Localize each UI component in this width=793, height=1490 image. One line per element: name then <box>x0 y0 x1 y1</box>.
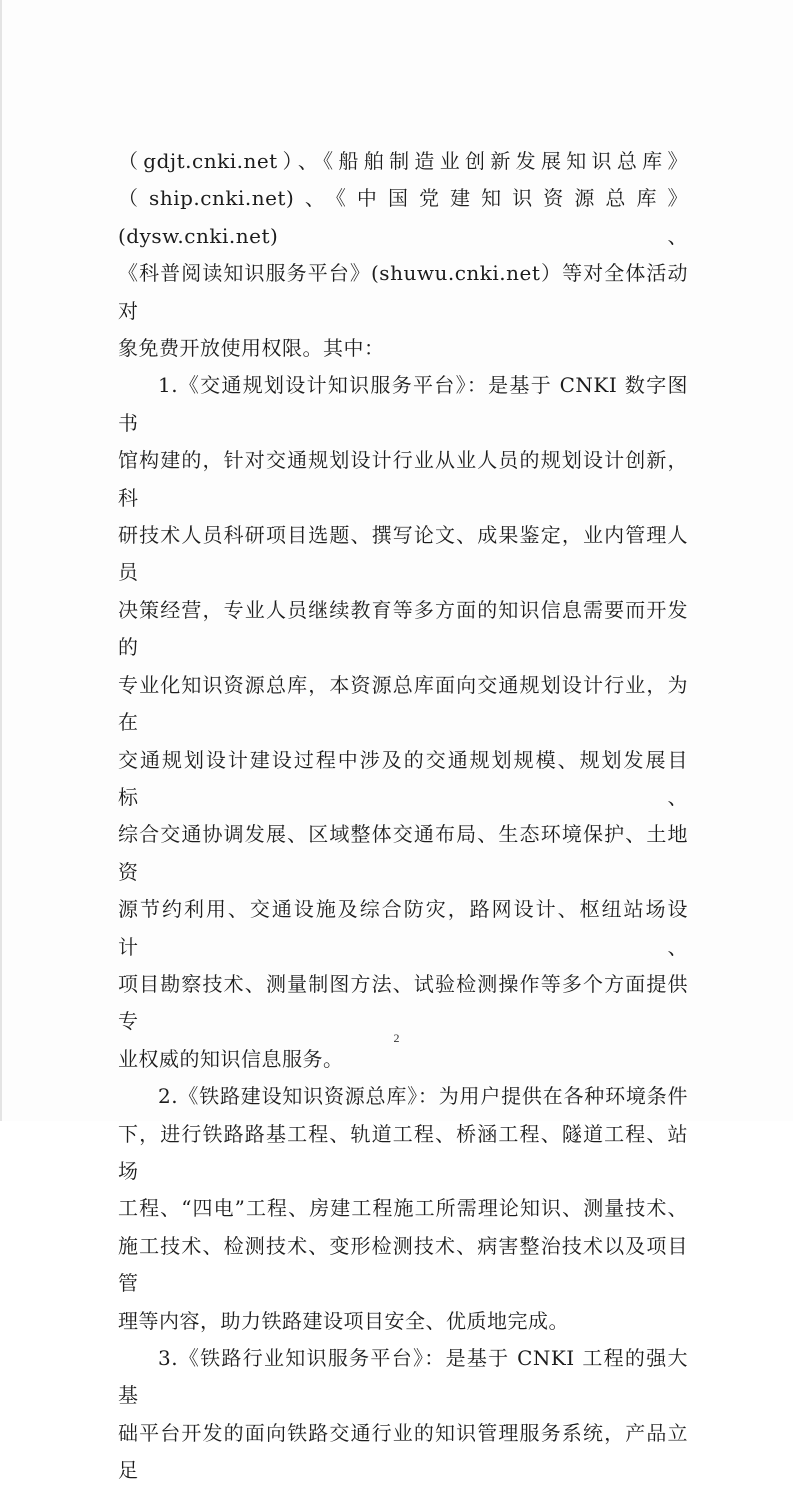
body-line: 工程、“四电”工程、房建工程施工所需理论知识、测量技术、 <box>118 1196 688 1221</box>
body-line: 馆构建的，针对交通规划设计行业从业人员的规划设计创新，科 <box>118 448 688 510</box>
body-line: 1.《交通规划设计知识服务平台》：是基于 CNKI 数字图书 <box>118 373 688 435</box>
body-line: 3.《铁路行业知识服务平台》：是基于 CNKI 工程的强大基 <box>118 1346 688 1408</box>
body-line: （ship.cnki.net)、《中国党建知识资源总库》(dysw.cnki.net)、 <box>118 186 688 248</box>
page-number: 2 <box>393 1031 400 1045</box>
body-line: 施工技术、检测技术、变形检测技术、病害整治技术以及项目管 <box>118 1233 688 1296</box>
body-line: 象免费开放使用权限。其中： <box>118 336 385 361</box>
body-line: 综合交通协调发展、区域整体交通布局、生态环境保护、土地资 <box>118 822 688 884</box>
scan-left-edge <box>0 0 2 1121</box>
body-line: 2.《铁路建设知识资源总库》：为用户提供在各种环境条件 <box>158 1084 688 1109</box>
body-line: 交通规划设计建设过程中涉及的交通规划规模、规划发展目标、 <box>118 747 688 809</box>
body-line: 理等内容，助力铁路建设项目安全、优质地完成。 <box>118 1308 569 1333</box>
document-body <box>118 143 688 1490</box>
body-line: 《科普阅读知识服务平台》(shuwu.cnki.net）等对全体活动对 <box>118 261 688 323</box>
body-line: 础平台开发的面向铁路交通行业的知识管理服务系统，产品立足 <box>118 1420 688 1483</box>
body-line: （gdjt.cnki.net）、《船舶制造业创新发展知识总库》 <box>118 149 688 173</box>
body-line: 专业化知识资源总库，本资源总库面向交通规划设计行业，为在 <box>118 672 688 735</box>
body-line: 下，进行铁路路基工程、轨道工程、桥涵工程、隧道工程、站场 <box>118 1121 688 1183</box>
body-line: 决策经营，专业人员继续教育等多方面的知识信息需要而开发的 <box>118 597 688 660</box>
body-line: 源节约利用、交通设施及综合防灾，路网设计、枢纽站场设计、 <box>118 897 688 959</box>
body-line: 业权威的知识信息服务。 <box>118 1046 344 1071</box>
body-line: 项目勘察技术、测量制图方法、试验检测操作等多个方面提供专 <box>118 971 688 1034</box>
body-line: 研技术人员科研项目选题、撰写论文、成果鉴定，业内管理人员 <box>118 523 688 585</box>
